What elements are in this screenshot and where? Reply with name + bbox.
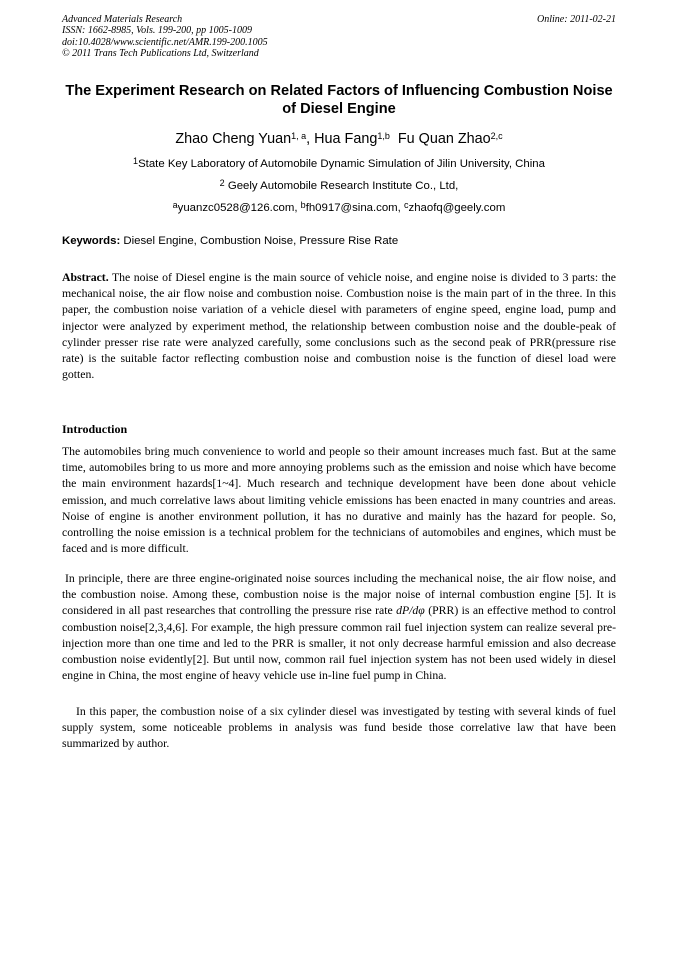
keywords-label: Keywords: [62,235,121,247]
keywords [62,234,616,248]
paper-title: The Experiment Research on Related Factors of Influencing Combustion Noise of Diesel Engine [65,83,613,117]
author-name: Zhao Cheng Yuan [175,131,292,147]
doi-line: doi:10.4028/www.scientific.net/AMR.199-200.1005 [62,36,268,48]
affiliation-1: $^1$State Key Laboratory of Automobile Dynamic Simulation of Jilin University, China [133,156,545,170]
email-link[interactable]: fh0917@sina.com, [305,202,404,214]
author-affiliation-mark: 1,b [377,131,390,141]
journal-name: Advanced Materials Research [62,14,183,25]
online-date: Online: 2011-02-21 [537,14,616,25]
abstract [62,270,616,383]
affiliation-2: $^2$ Geely Automobile Research Institute Co., Ltd, [219,178,459,192]
author-name: Hua Fang [314,131,378,147]
introduction-paragraph-2: In principle, there are three engine-originated noise sources including the mechanical noise, the air flow noise, and the combustion noise. Among these, combustion noise is the major noise of internal combustion engine [5]. It is considered in all past researches that controlling the pressure rise rate dP/dφ (PRR) is an effective method to control combustion noise[2,3,4,6]. For example, the high pressure common rail fuel injection system can realize several pre-injection more than one time and led to the PRR is smaller, it not only decrease harmful emission and also decrease combustion noise evidently[2]. But until now, common rail fuel injection system has not been used widely in diesel engine in China, the most engine of heavy vehicle use in-line fuel pump in China. [62,572,616,683]
abstract-label: Abstract. [62,271,109,284]
math-dp-dphi: dP/dφ [396,604,425,618]
author-affiliation-mark: 1, a [291,131,307,141]
author-affiliation-mark: 2,c [490,131,503,141]
author-emails: $^a$yuanzc0528@126.com, $^b$fh0917@sina.com, $^c$zhaofq@geely.com [172,200,506,214]
keywords-text: Diesel Engine, Combustion Noise, Pressure Rise Rate [120,235,399,247]
introduction-paragraph-1: The automobiles bring much convenience to world and people so their amount increases much fast. But at the same time, automobiles bring to us more and more annoying problems such as the emission and noise which have become the main environment hazards[1~4]. Much research and technique development have been done about vehicle emission, and much correlative laws about limiting vehicle emissions has been enacted in many countries and areas. Noise of engine is another environment pollution, it has no durative and mainly has the hazard for people. So, controlling the noise emission is a technical problem for the technicians of automobiles and engines, which must be faced and is more difficult. [62,445,616,556]
section-heading-introduction: Introduction [62,422,128,436]
journal-header [62,14,616,59]
email-link[interactable]: zhaofq@geely.com [408,202,506,214]
abstract-text: The noise of Diesel engine is the main source of vehicle noise, and engine noise is divided to 3 parts: the mechanical noise, the air flow noise and combustion noise. Combustion noise is the main part of in the three. In this paper, the combustion noise variation of a vehicle diesel with parameters of engine speed, engine load, pump and injector were analyzed by experiment method, the relationship between combustion noise and the double-peak of cylinder presser rise rate were analyzed carefully, some conclusions such as the second peak of PRR(pressure rise rate) is the suitable factor reflecting combustion noise and combustion noise is the function of diesel load were gotten. [62,271,616,382]
copyright-line: © 2011 Trans Tech Publications Ltd, Switzerland [62,47,259,59]
author-list: Zhao Cheng Yuan$^{1, a}$, Hua Fang$^{1,b}$ Fu Quan Zhao$^{2,c}$ [175,131,503,147]
email-link[interactable]: yuanzc0528@126.com, [177,202,301,214]
author-name: Fu Quan Zhao [397,131,491,147]
introduction-paragraph-3: In this paper, the combustion noise of a six cylinder diesel was investigated by testing with several kinds of fuel supply system, some noticeable problems in analysis was fund beside those correlative law that have been summarized by author. [62,705,616,751]
issn-line: ISSN: 1662-8985, Vols. 199-200, pp 1005-1009 [62,25,252,37]
